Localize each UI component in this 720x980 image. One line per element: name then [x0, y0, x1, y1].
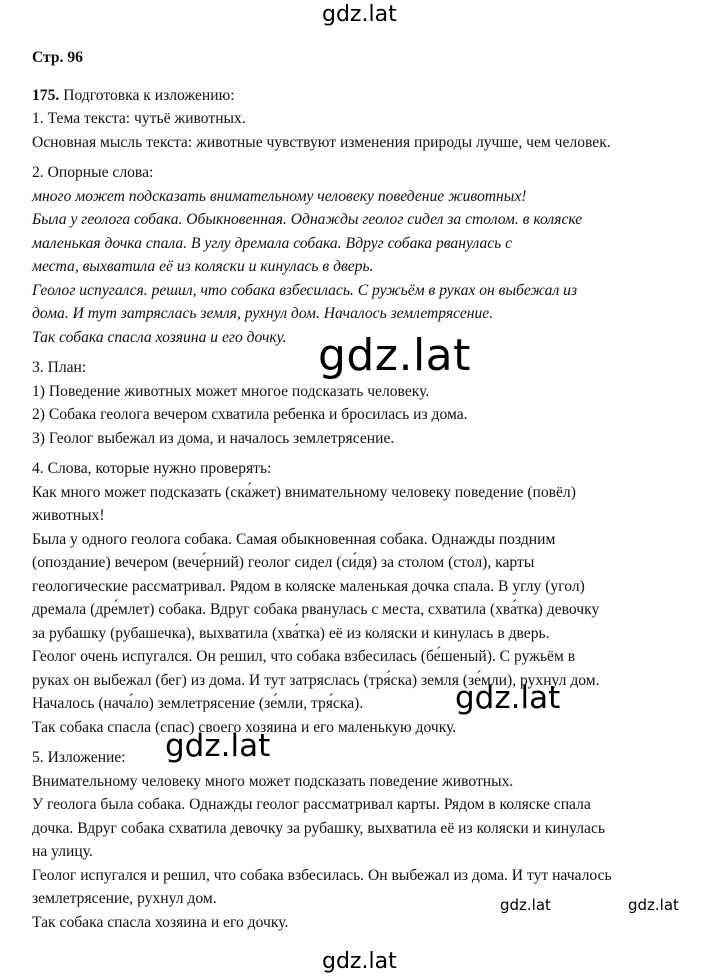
summary-line: землетрясение, рухнул дом.: [32, 890, 217, 907]
keywords-line: Так собака спасла хозяина и его дочку.: [32, 328, 287, 346]
check-words-line: за рубашку (рубашечка), выхватила (хва́тка) её из коляски и кинулась в дверь.: [32, 624, 550, 642]
keywords-line: дома. И тут затряслась земля, рухнул дом. Началось землетрясение.: [32, 305, 494, 322]
check-words-line: животных!: [32, 507, 105, 524]
check-words-line: Как много может подсказать (ска́жет) внимательному человеку поведение (повёл): [32, 483, 576, 501]
watermark-middle-left: gdz.lat: [165, 728, 271, 764]
summary-line: У геолога была собака. Однажды геолог рассматривал карты. Рядом в коляске спала: [32, 796, 591, 813]
keywords-line: Была у геолога собака. Обыкновенная. Однажды геолог сидел за столом. в коляске: [32, 211, 583, 228]
exercise-header: [32, 84, 692, 108]
keywords-line: много может подсказать внимательному человеку поведение животных!: [32, 187, 527, 205]
keywords-line: места, выхватила её из коляски и кинулась в дверь.: [32, 258, 374, 275]
plan-item: 1) Поведение животных может многое подсказать человеку.: [32, 382, 430, 400]
watermark-small-2: gdz.lat: [628, 896, 679, 914]
plan-heading: 3. План:: [32, 359, 87, 376]
summary-heading: 5. Изложение:: [32, 749, 126, 766]
check-words-line: геологические рассматривал. Рядом в коляске маленькая дочка спала. В углу (угол): [32, 577, 585, 595]
check-words-line: (опоздание) вечером (вече́рний) геолог сидел (си́дя) за столом (стол), карты: [32, 554, 535, 571]
topic-line: 1. Тема текста: чутьё животных.: [32, 110, 246, 127]
check-words-line: Началось (нача́ло) землетрясение (зе́мли, тря́ска).: [32, 695, 364, 712]
summary-line: Так собака спасла хозяина и его дочку.: [32, 913, 289, 931]
document-body: [32, 46, 692, 934]
check-words-line: руках он выбежал (бег) из дома. И тут затряслась (тря́ска) земля (зе́мли), рухнул дом.: [32, 671, 600, 689]
summary-line: Внимательному человеку много может подсказать поведение животных.: [32, 772, 514, 790]
exercise-title: Подготовка к изложению:: [59, 86, 235, 104]
check-words-line: Была у одного геолога собака. Самая обыкновенная собака. Однажды поздним: [32, 530, 556, 548]
exercise-number: 175.: [32, 86, 60, 104]
watermark-middle-right: gdz.lat: [455, 680, 561, 716]
summary-line: дочка. Вдруг собака схватила девочку за рубашку, выхватила её из коляски и кинулась: [32, 819, 605, 837]
keywords-line: маленькая дочка спала. В углу дремала собака. Вдруг собака рванулась с: [32, 234, 513, 252]
watermark-center: gdz.lat: [318, 330, 471, 381]
watermark-top: gdz.lat: [322, 2, 397, 27]
check-words-line: Так собака спасла (спас) своего хозяина и его маленькую дочку.: [32, 718, 457, 736]
plan-item: 3) Геолог выбежал из дома, и началось землетрясение.: [32, 429, 395, 447]
check-words-heading: 4. Слова, которые нужно проверять:: [32, 460, 272, 477]
check-words-line: дремала (дре́млет) собака. Вдруг собака рванулась с места, схватила (хва́тка) девочку: [32, 601, 600, 618]
plan-item: 2) Собака геолога вечером схватила ребенка и бросилась из дома.: [32, 406, 468, 423]
page-label: Стр. 96: [32, 49, 83, 66]
check-words-line: Геолог очень испугался. Он решил, что собака взбесилась (бе́шеный). С ружьём в: [32, 648, 576, 665]
main-idea-line: Основная мысль текста: животные чувствуют изменения природы лучше, чем человек.: [32, 133, 611, 151]
keywords-line: Геолог испугался. решил, что собака взбесилась. С ружьём в руках он выбежал из: [32, 281, 578, 299]
watermark-bottom: gdz.lat: [322, 949, 397, 974]
summary-line: на улицу.: [32, 843, 93, 860]
keywords-heading: 2. Опорные слова:: [32, 164, 154, 181]
watermark-small-1: gdz.lat: [500, 896, 551, 914]
summary-line: Геолог испугался и решил, что собака взбесилась. Он выбежал из дома. И тут началось: [32, 866, 612, 884]
